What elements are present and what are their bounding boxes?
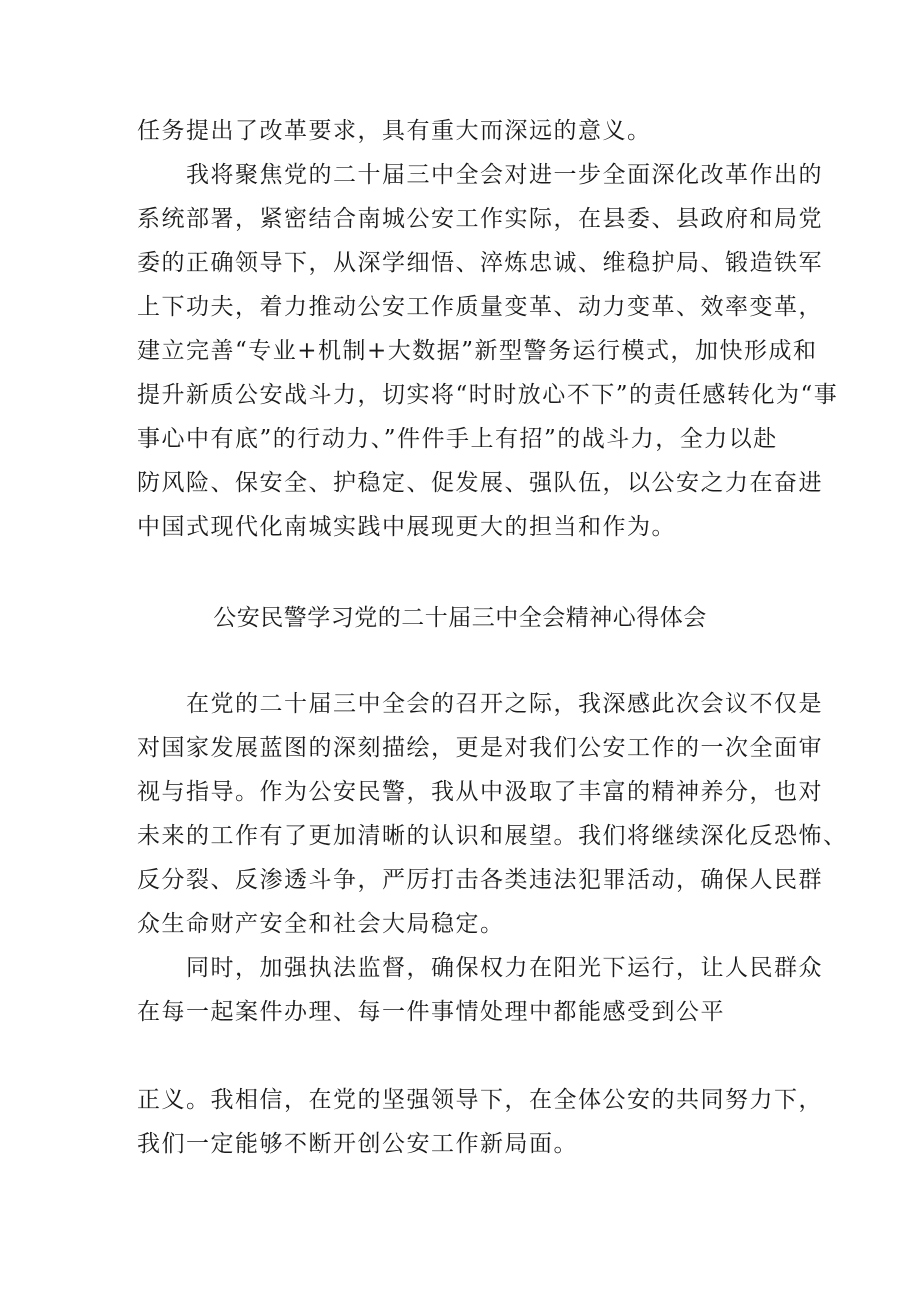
body-line: 对国家发展蓝图的深刻描绘，更是对我们公安工作的一次全面审	[137, 735, 823, 761]
body-line: 防风险、保安全、护稳定、促发展、强队伍，以公安之力在奋进	[137, 470, 823, 496]
body-line: 提升新质公安战斗力，切实将“时时放心不下”的责任感转化为“事	[137, 382, 839, 408]
body-line: 众生命财产安全和社会大局稳定。	[137, 911, 505, 937]
body-line: 同时，加强执法监督，确保权力在阳光下运行，让人民群众	[186, 955, 823, 981]
body-line: 我们一定能够不断开创公安工作新局面。	[137, 1131, 578, 1157]
section-title: 公安民警学习党的二十届三中全会精神心得体会	[213, 605, 707, 631]
body-line: 中国式现代化南城实践中展现更大的担当和作为。	[137, 514, 676, 540]
body-line: 反分裂、反渗透斗争，严厉打击各类违法犯罪活动，确保人民群	[137, 867, 823, 893]
body-line: 我将聚焦党的二十届三中全会对进一步全面深化改革作出的	[186, 162, 823, 188]
body-line: 在党的二十届三中全会的召开之际，我深感此次会议不仅是	[186, 691, 823, 717]
body-line: 任务提出了改革要求，具有重大而深远的意义。	[137, 118, 652, 144]
body-line: 未来的工作有了更加清晰的认识和展望。我们将继续深化反恐怖、	[137, 823, 848, 849]
body-line: 正义。我相信，在党的坚强领导下，在全体公安的共同努力下，	[137, 1087, 823, 1113]
body-line: 上下功夫，着力推动公安工作质量变革、动力变革、效率变革，	[137, 294, 823, 320]
body-line: 委的正确领导下，从深学细悟、淬炼忠诚、维稳护局、锻造铁军	[137, 250, 823, 276]
body-line: 建立完善“专业+机制+大数据”新型警务运行模式，加快形成和	[137, 338, 818, 364]
body-line: 视与指导。作为公安民警，我从中汲取了丰富的精神养分，也对	[137, 779, 823, 805]
body-line: 事心中有底”的行动力、”件件手上有招”的战斗力，全力以赴	[137, 426, 778, 452]
body-line: 在每一起案件办理、每一件事情处理中都能感受到公平	[137, 999, 725, 1025]
body-line: 系统部署，紧密结合南城公安工作实际，在县委、县政府和局党	[137, 206, 823, 232]
